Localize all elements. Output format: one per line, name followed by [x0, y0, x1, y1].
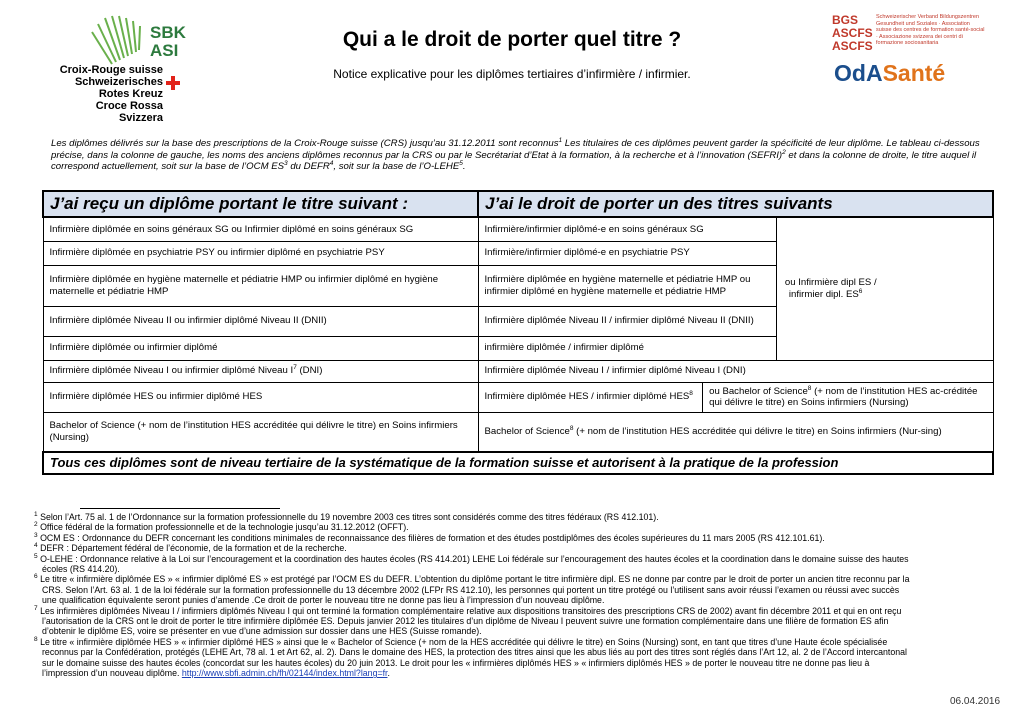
cell-old-title: Infirmière diplômée en soins généraux SG ou Infirmier diplômé en soins généraux SG [43, 217, 478, 241]
footnote-6: $^6$ Le titre « infirmière diplômée ES » « infirmier diplômé ES » est protégé par l’OCM ES du DEFR. L’obtention du diplôme portant le titre infirmière dipl. ES ne donne par contre par le droit de porter un ancien titre reconnu par la [34, 573, 910, 585]
red-cross-logo-text: Croix-Rouge suisse Schweizerisches Rotes Kreuz Croce Rossa Svizzera [59, 64, 163, 124]
page-subtitle: Notice explicative pour les diplômes tertiaires d’infirmière / infirmier. [333, 67, 691, 81]
table-row [43, 360, 993, 382]
cell-new-title: Infirmière diplômée HES / infirmier diplômé HES$^8$ [478, 382, 703, 412]
cell-old-title: Infirmière diplômée ou infirmier diplômé [43, 336, 478, 360]
cell-new-title: Bachelor of Science$^8$ (+ nom de l’institution HES accréditée qui délivre le titre) en Soins infirmiers (Nur-sing) [478, 412, 993, 452]
cell-old-title: Infirmière diplômée Niveau II ou infirmier diplômé Niveau II (DNII) [43, 306, 478, 336]
table-footer: Tous ces diplômes sont de niveau tertiaire de la systématique de la formation suisse et autorisent à la pratique de la profession [43, 452, 993, 474]
footnote-8: $^8$ Le titre « infirmière diplômée HES » « infirmier diplômé HES » ainsi que le « Bachelor of Science (+ nom de la HES accréditée qui délivre le titre) en Soins (Nursing) sont, en tant que titres d’une Haute école spécialisée [34, 635, 888, 647]
cell-new-title: Infirmière diplômée Niveau II / infirmier diplômé Niveau II (DNII) [478, 306, 776, 336]
header-right: J’ai le droit de porter un des titres suivants [478, 191, 993, 217]
cell-bachelor-title: ou Bachelor of Science$^8$ (+ nom de l’institution HES ac-créditée qui délivre le titre) en Soins infirmiers (Nursing) [703, 382, 993, 412]
cell-new-title: Infirmière/infirmier diplômé-e en soins généraux SG [478, 217, 776, 241]
titles-table [42, 190, 994, 475]
footnote-1: $^1$ Selon l’Art. 75 al. 1 de l’Ordonnance sur la formation professionnelle du 19 novembre 2003 ces titres sont considérés comme des titres fédéraux (RS 412.101). [34, 511, 659, 522]
sbfi-link[interactable]: http://www.sbfi.admin.ch/fh/02144/index.html?lang=fr [181, 668, 388, 679]
cell-new-title: Infirmière/infirmier diplômé-e en psychiatrie PSY [478, 241, 776, 265]
footnote-4: $^4$ DEFR : Département fédéral de l’économie, de la formation et de la recherche. [34, 542, 347, 554]
cell-old-title: Infirmière diplômée HES ou infirmier diplômé HES [43, 382, 478, 412]
cell-es-title: ou Infirmière dipl ES / infirmier dipl. $ES^6$ [776, 217, 993, 360]
table-row [43, 382, 993, 412]
page-title: Qui a le droit de porter quel titre ? [342, 28, 682, 51]
footnote-5: $^5$ O-LEHE : Ordonnance relative à la Loi sur l’encouragement et la coordination des hautes écoles (RS 414.201) LEHE Loi fédérale sur l’encouragement des hautes écoles et la coordination dans le domaine suisse des hautes [34, 552, 909, 564]
cell-old-title: Infirmière diplômée Niveau I ou infirmier diplômé Niveau $I^7$ (DNI) [43, 360, 478, 382]
footnotes: $^1$ Selon l’Art. 75 al. 1 de l’Ordonnance sur la formation professionnelle du 19 novembre 2003 ces titres sont considérés comme des titres fédéraux (RS 412.101). $^2$ Office fédéral de la formation professionnelle et de la technologie jusqu’au 31.12.2012 (OFFT). $^3$ OCM ES : Ordonnance du DEFR concernant les conditions minimales de reconnaissance des filières de formation et des études postdiplômes des écoles supérieures du 11 mars 2005 (RS 412.101.61). $^4$ DEFR : Département fédéral de l’économie, de la formation et de la recherche. $^5$ O-LEHE : Ordonnance relative à la Loi sur l’encouragement et la coordination des hautes écoles (RS 414.201) LEHE Loi fédérale sur l’encouragement des hautes écoles et la coordination dans le domaine suisse des hautes écoles (RS 414.20). $^6$ Le titre « infirmière diplômée ES » « infirmier diplômé ES » est protégé par l’OCM ES du DEFR. L’obtention du diplôme portant le titre infirmière dipl. ES ne donne par contre par le droit de porter un ancien titre reconnu par la CRS. Selon l’Art. 63 al. 1 de la loi fédérale sur la formation professionnelle du 13 décembre 2002 (LFPr RS 412.10), les personnes qui portent un titre protégé ou l’utilisent sans avoir réussi l’examen ou réussi avec succès une qualification équivalente seront punies d’amende .Ce droit de porter le nouveau titre ne donne pas lieu à l’impression d’un nouveau diplôme. $^7$ Les infirmières diplômées Niveau I / infirmiers diplômés Niveau I qui ont terminé la formation complémentaire relative aux dispositions transitoires des prescriptions CRS de 2002) avant fin décembre 2011 et qui en ont reçu l’autorisation de la CRS ont le droit de porter le titre infirmière diplômée ES. Depuis janvier 2012 les titulaires d’un diplôme de Niveau I peuvent suivre une formation complémentaire dans une filière de formation ES afin d’obtenir le diplôme ES, voire se présenter en vue d’une admission sur dossier dans une HES (Suisse romande). $^8$ Le titre « infirmière diplômée HES » « infirmier diplômé HES » ainsi que le « Bachelor of Science (+ nom de la HES accréditée qui délivre le titre) en Soins (Nursing) sont, en tant que titres d’une Haute école spécialisée reconnus par la Confédération, protégés (LEHE Art, 78 al. 1 et Art 62, al. 2). Dans le domaine des HES, la protection des titres ainsi que les abus liés au port des titres sont réglés dans l’Art 12, al. 2 de l’Accord intercantonal sur le domaine suisse des hautes écoles (concordat sur les hautes écoles) du 20 juin 2013. Le droit pour les « infirmières diplômés HES » « infirmiers diplômés HES » de porter le nouveau titre ne donne pas lieu à l’impression d’un nouveau diplôme. http://www.sbfi.admin.ch/fh/02144/index.html?lang=fr. [34, 512, 1002, 679]
bgs-logo-description: Schweizerischer Verband Bildungszentren Gesundheit und Soziales · Association suisse des centres de formation santé-social · Associazione svizzera dei centri di formazione sociosanitaria [876, 14, 985, 46]
odasante-logo: OdASanté [834, 60, 946, 86]
sbk-logo-text: SBK ASI [150, 23, 186, 60]
intro-paragraph: Les diplômes délivrés sur la base des prescriptions de la Croix-Rouge suisse (CRS) jusqu’au 31.12.2011 sont reconnus$^1$ Les titulaires de ces diplômes peuvent garder la spécificité de leur diplôme. Le tableau ci-dessous précise, dans la colonne de gauche, les noms des anciens diplômes reconnus par la CRS ou par le Secrétariat d’Etat à la formation, à la recherche et à l’innovation (SEFRI)$^2$ et dans la colonne de droite, le titre auquel il correspond actuellement, soit sur la base de l’OCM $ES^3$ du DEFR$^4$, soit sur la base de l’O-LEHE$^5$. [51, 136, 980, 173]
cell-old-title: Infirmière diplômée en hygiène maternelle et pédiatrie HMP ou infirmier diplômé en hygiène maternelle et pédiatrie HMP [43, 265, 478, 306]
table-row [43, 412, 993, 452]
cell-old-title: Bachelor of Science (+ nom de l’institution HES accréditée qui délivre le titre) en Soins infirmiers (Nursing) [43, 412, 478, 452]
cell-old-title: Infirmière diplômée en psychiatrie PSY ou infirmier diplômé en psychiatrie PSY [43, 241, 478, 265]
cell-new-title: Infirmière diplômée Niveau I / infirmier diplômé Niveau I (DNI) [478, 360, 993, 382]
footnote-separator [80, 508, 280, 509]
table-header-row [43, 191, 993, 217]
table-row [43, 217, 993, 241]
bgs-logo-text: BGS ASCFS ASCFS [832, 13, 873, 53]
footnote-3: $^3$ OCM ES : Ordonnance du DEFR concernant les conditions minimales de reconnaissance des filières de formation et des études postdiplômes des écoles supérieures du 11 mars 2005 (RS 412.101.61). [34, 531, 825, 543]
footnote-7: $^7$ Les infirmières diplômées Niveau I / infirmiers diplômés Niveau I qui ont terminé la formation complémentaire relative aux dispositions transitoires des prescriptions CRS de 2002) avant fin décembre 2011 et qui en ont reçu [34, 604, 902, 616]
document-date: 06.04.2016 [950, 696, 1001, 707]
cell-new-title: infirmière diplômée / infirmier diplômé [478, 336, 776, 360]
footnote-2: $^2$ Office fédéral de la formation professionnelle et de la technologie jusqu’au 31.12.2012 (OFFT). [34, 521, 409, 533]
header-left: J’ai reçu un diplôme portant le titre suivant : [43, 191, 478, 217]
table-footer-row [43, 452, 993, 474]
cell-new-title: Infirmière diplômée en hygiène maternelle et pédiatrie HMP ou infirmier diplômé en hygiène maternelle et pédiatrie HMP [478, 265, 776, 306]
